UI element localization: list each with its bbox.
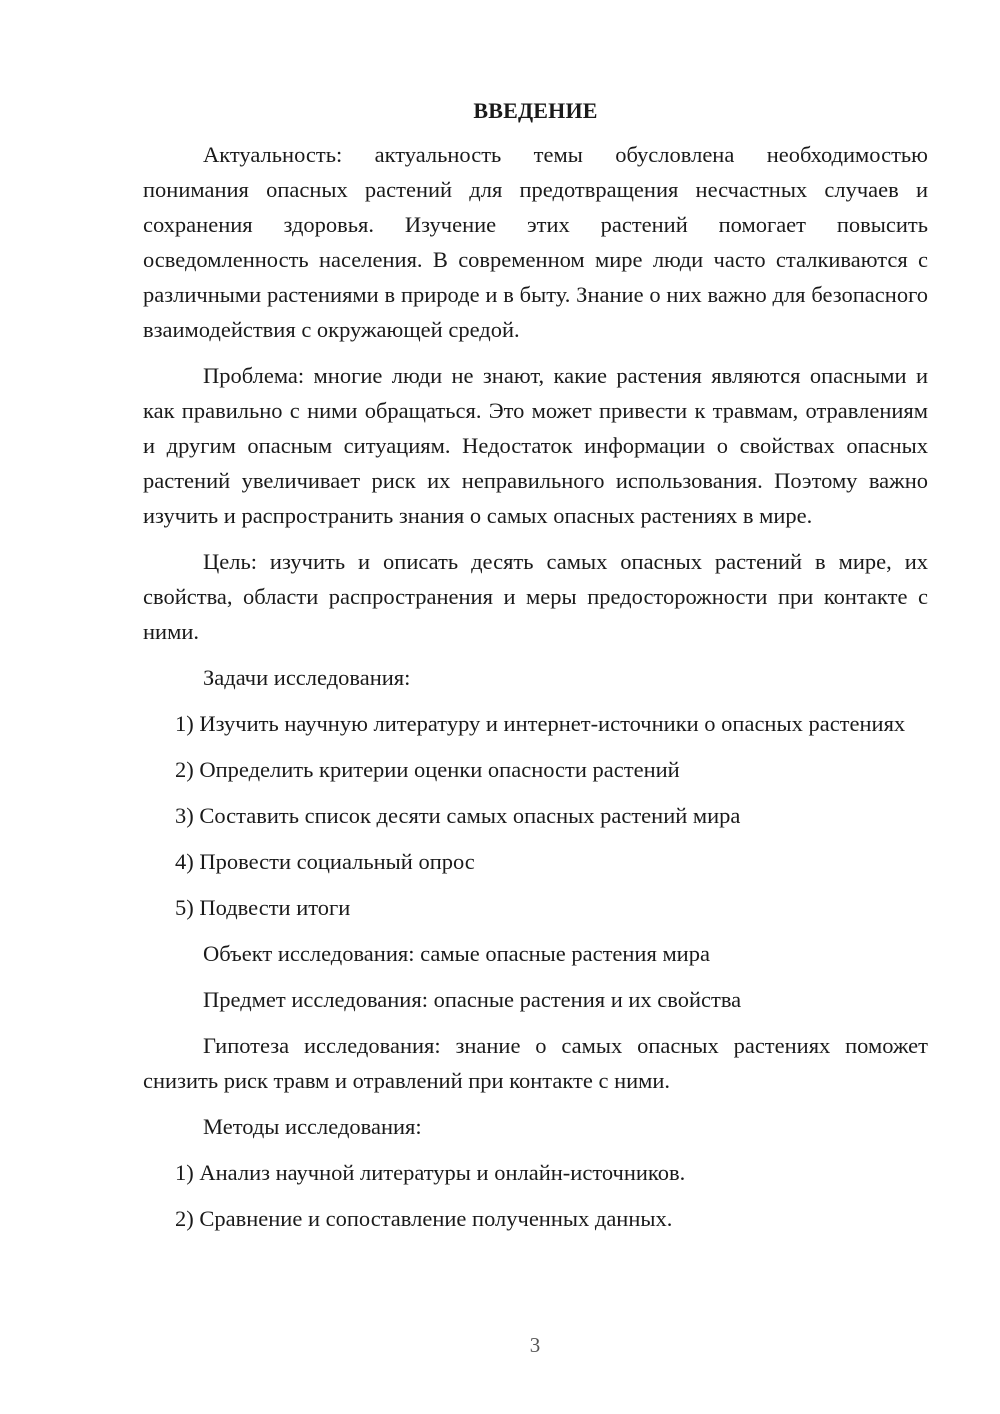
page-content <box>143 95 928 1236</box>
section-title: ВВЕДЕНИЕ <box>473 98 598 123</box>
methods-heading: Методы исследования: <box>203 1114 422 1139</box>
object-paragraph: Объект исследования: самые опасные растения мира <box>203 941 710 966</box>
hypothesis-paragraph: Гипотеза исследования: знание о самых опасных растениях поможет снизить риск травм и отравлений при контакте с ними. <box>143 1033 928 1093</box>
tasks-heading: Задачи исследования: <box>203 665 411 690</box>
task-item: 4) Провести социальный опрос <box>175 849 475 874</box>
goal-paragraph: Цель: изучить и описать десять самых опасных растений в мире, их свойства, области распространения и меры предосторожности при контакте с ними. <box>143 549 928 644</box>
page-number: 3 <box>529 1333 541 1357</box>
task-item: 1) Изучить научную литературу и интернет-источники о опасных растениях <box>175 711 906 736</box>
task-item: 5) Подвести итоги <box>175 895 351 920</box>
task-item: 3) Составить список десяти самых опасных растений мира <box>175 803 741 828</box>
task-item: 2) Определить критерии оценки опасности растений <box>175 757 680 782</box>
relevance-paragraph: Актуальность: актуальность темы обусловлена необходимостью понимания опасных растений для предотвращения несчастных случаев и сохранения здоровья. Изучение этих растений помогает повысить осведомленность населения. В современном мире люди часто сталкиваются с различными растениями в природе и в быту. Знание о них важно для безопасного взаимодействия с окружающей средой. <box>143 142 928 342</box>
problem-paragraph: Проблема: многие люди не знают, какие растения являются опасными и как правильно с ними обращаться. Это может привести к травмам, отравлениям и другим опасным ситуациям. Недостаток информации о свойствах опасных растений увеличивает риск их неправильного использования. Поэтому важно изучить и распространить знания о самых опасных растениях в мире. <box>143 363 928 528</box>
method-item: 2) Сравнение и сопоставление полученных данных. <box>175 1206 673 1231</box>
subject-paragraph: Предмет исследования: опасные растения и их свойства <box>203 987 742 1012</box>
method-item: 1) Анализ научной литературы и онлайн-источников. <box>175 1160 686 1185</box>
